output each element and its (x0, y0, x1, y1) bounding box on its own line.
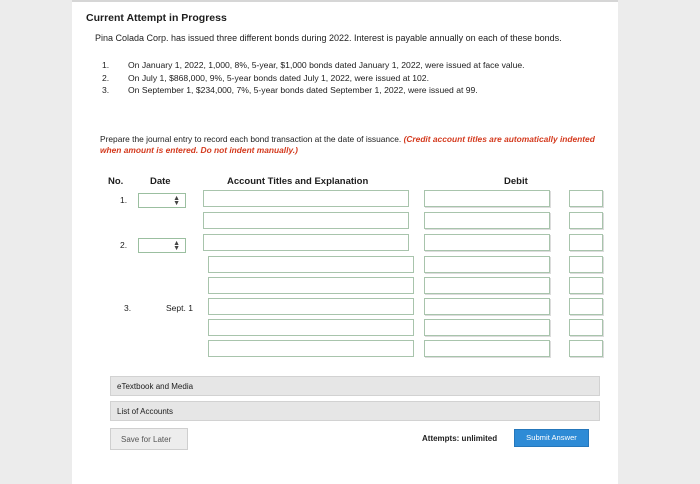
column-header-account: Account Titles and Explanation (227, 176, 369, 187)
credit-input-3a[interactable] (569, 298, 603, 315)
account-input-2a[interactable] (203, 234, 409, 251)
account-input-2b[interactable] (208, 256, 414, 273)
top-strip (72, 0, 618, 2)
column-header-date: Date (150, 176, 171, 187)
account-input-2c[interactable] (208, 277, 414, 294)
select-arrows-icon: ▲ ▼ (173, 195, 180, 207)
credit-input-2b[interactable] (569, 256, 603, 273)
account-input-1b[interactable] (203, 212, 409, 229)
debit-input-2a[interactable] (424, 234, 550, 251)
bond-item-1 (102, 60, 525, 73)
entry-number-1: 1. (120, 195, 128, 205)
debit-input-1a[interactable] (424, 190, 550, 207)
credit-input-3c[interactable] (569, 340, 603, 357)
bond-number: 3. (102, 85, 110, 95)
debit-input-3b[interactable] (424, 319, 550, 336)
instruction-text (100, 134, 600, 156)
bond-text: On September 1, $234,000, 7%, 5-year bonds dated September 1, 2022, were issued at 99. (128, 85, 478, 95)
bond-item-3 (102, 85, 525, 98)
account-input-3a[interactable] (208, 298, 414, 315)
entry-number-3: 3. (124, 303, 132, 313)
bond-text: On July 1, $868,000, 9%, 5-year bonds dated July 1, 2022, were issued at 102. (128, 72, 429, 83)
bond-number: 1. (102, 60, 110, 70)
save-label: Save for Later (121, 435, 172, 444)
debit-input-1b[interactable] (424, 212, 550, 229)
etextbook-media-link[interactable] (110, 376, 600, 396)
bond-text: On January 1, 2022, 1,000, 8%, 5-year, $1,000 bonds dated January 1, 2022, were issued at face value. (128, 60, 525, 70)
account-input-3b[interactable] (208, 319, 414, 336)
date-select-entry-2[interactable] (138, 238, 186, 253)
instruction-note: (Credit account titles are automatically indented when amount is entered. Do not indent manually.) (100, 134, 595, 155)
entry-date-3: Sept. 1 (166, 303, 193, 313)
credit-input-1b[interactable] (569, 212, 603, 229)
select-arrows-icon: ▲ ▼ (173, 240, 180, 252)
bond-number: 2. (102, 72, 110, 83)
bond-item-2 (102, 73, 525, 86)
list-accounts-label: List of Accounts (117, 407, 174, 416)
debit-input-3c[interactable] (424, 340, 550, 357)
attempts-status: Attempts: unlimited (422, 434, 498, 443)
page-title: Current Attempt in Progress (86, 12, 227, 24)
column-header-no: No. (108, 176, 124, 187)
bond-list (102, 60, 525, 98)
debit-input-2b[interactable] (424, 256, 550, 273)
credit-input-1a[interactable] (569, 190, 603, 207)
credit-input-2c[interactable] (569, 277, 603, 294)
date-select-entry-1[interactable] (138, 193, 186, 208)
save-for-later-button[interactable] (110, 428, 188, 450)
debit-input-2c[interactable] (424, 277, 550, 294)
instruction-main: Prepare the journal entry to record each bond transaction at the date of issuance. (100, 134, 402, 144)
submit-answer-button[interactable]: Submit Answer (514, 429, 589, 447)
credit-input-3b[interactable] (569, 319, 603, 336)
column-header-debit: Debit (504, 176, 528, 187)
list-of-accounts-link[interactable] (110, 401, 600, 421)
problem-intro: Pina Colada Corp. has issued three different bonds during 2022. Interest is payable annually on each of these bonds. (95, 33, 562, 43)
account-input-3c[interactable] (208, 340, 414, 357)
account-input-1a[interactable] (203, 190, 409, 207)
credit-input-2a[interactable] (569, 234, 603, 251)
debit-input-3a[interactable] (424, 298, 550, 315)
etextbook-label: eTextbook and Media (117, 382, 194, 391)
entry-number-2: 2. (120, 240, 128, 250)
assignment-page (72, 0, 618, 484)
